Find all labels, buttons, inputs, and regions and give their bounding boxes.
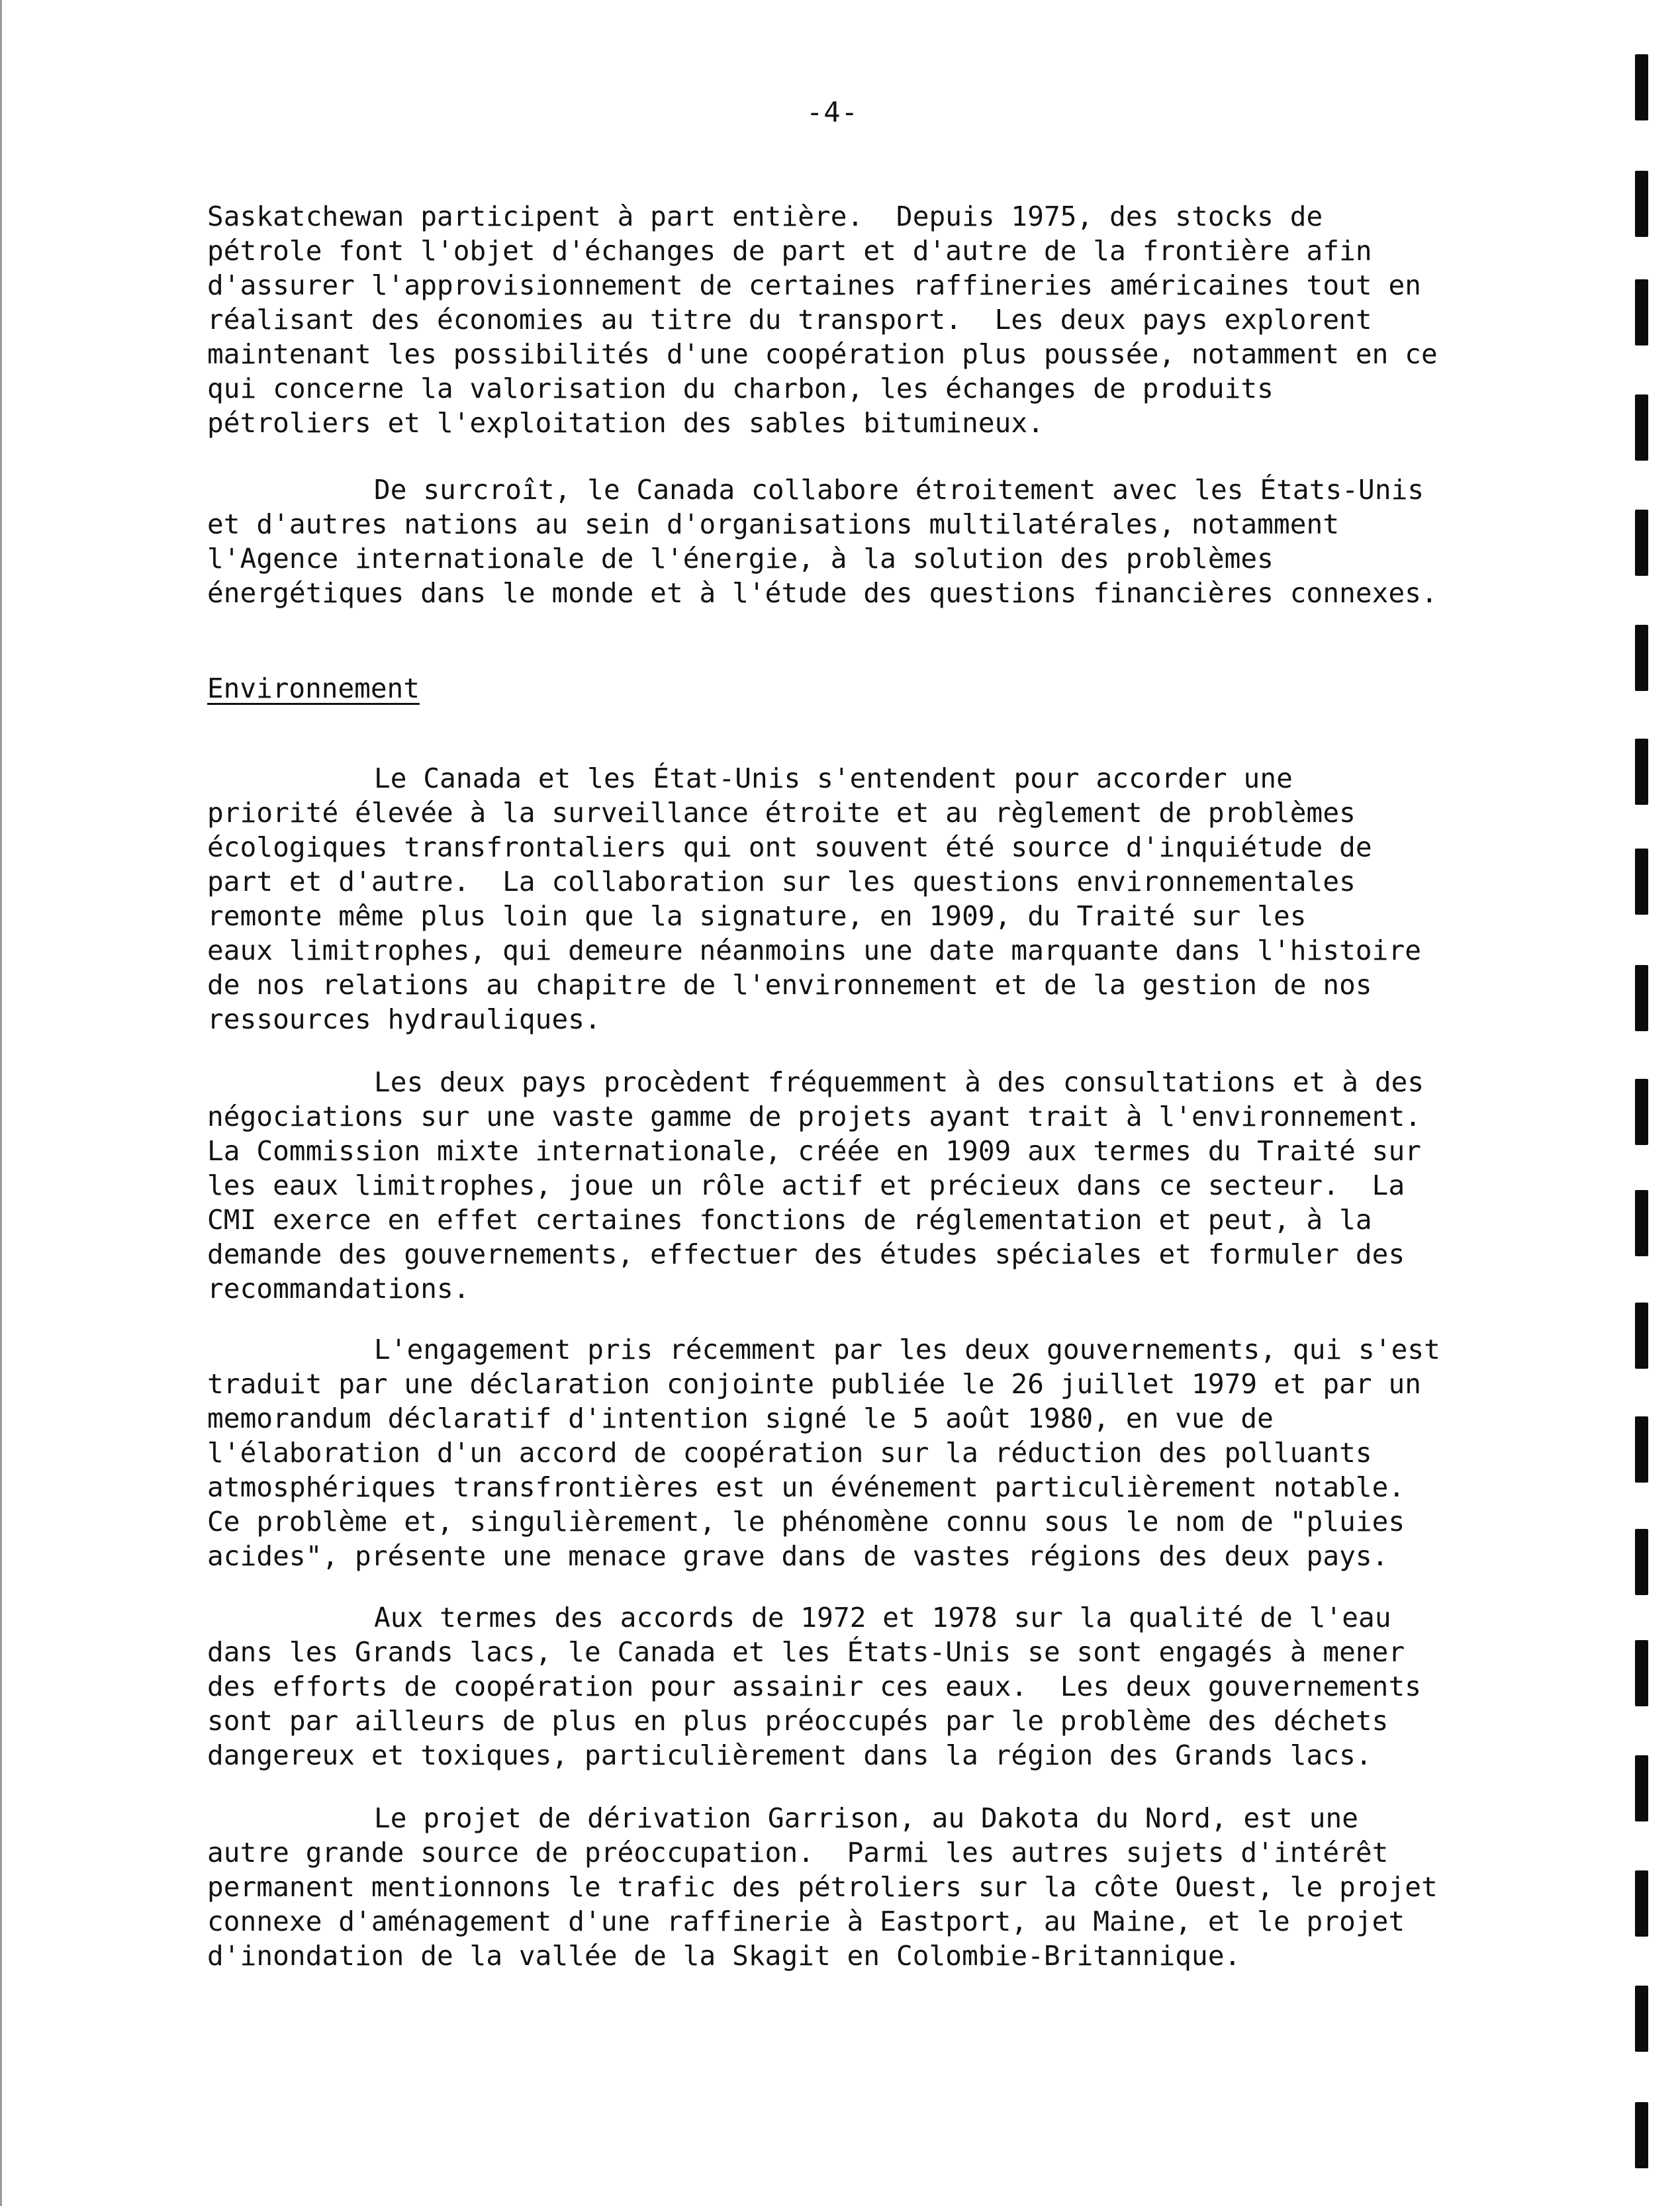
text-line: memorandum déclaratif d'intention signé le 5 août 1980, en vue de bbox=[207, 1402, 1274, 1434]
text-line: écologiques transfrontaliers qui ont souvent été source d'inquiétude de bbox=[207, 831, 1372, 863]
text-line: atmosphériques transfrontières est un événement particulièrement notable. bbox=[207, 1471, 1405, 1503]
revision-bar bbox=[1635, 510, 1648, 576]
text-line: pétroliers et l'exploitation des sables bitumineux. bbox=[207, 407, 1044, 439]
revision-bar bbox=[1635, 1079, 1648, 1145]
text-line: réalisant des économies au titre du transport. Les deux pays explorent bbox=[207, 304, 1372, 336]
text-line: l'élaboration d'un accord de coopération sur la réduction des polluants bbox=[207, 1437, 1372, 1469]
text-line: pétrole font l'objet d'échanges de part et d'autre de la frontière afin bbox=[207, 235, 1372, 267]
revision-bar bbox=[1635, 171, 1648, 237]
text-line: et d'autres nations au sein d'organisations multilatérales, notamment bbox=[207, 508, 1340, 540]
text-line: Saskatchewan participent à part entière. Depuis 1975, des stocks de bbox=[207, 201, 1323, 232]
revision-bar bbox=[1635, 1416, 1648, 1483]
text-line: Les deux pays procèdent fréquemment à des consultations et à des bbox=[374, 1066, 1424, 1098]
section-heading: Environnement bbox=[207, 672, 420, 704]
text-line: des efforts de coopération pour assainir ces eaux. Les deux gouvernements bbox=[207, 1671, 1422, 1702]
revision-bar bbox=[1635, 1529, 1648, 1595]
text-line: d'assurer l'approvisionnement de certaines raffineries américaines tout en bbox=[207, 269, 1422, 301]
text-line: ressources hydrauliques. bbox=[207, 1003, 601, 1035]
revision-bar bbox=[1635, 2102, 1648, 2168]
text-line: sont par ailleurs de plus en plus préoccupés par le problème des déchets bbox=[207, 1705, 1389, 1737]
text-line: part et d'autre. La collaboration sur les questions environnementales bbox=[207, 866, 1356, 897]
revision-bar bbox=[1635, 739, 1648, 805]
text-line: priorité élevée à la surveillance étroite et au règlement de problèmes bbox=[207, 797, 1356, 829]
text-line: La Commission mixte internationale, créée en 1909 aux termes du Traité sur bbox=[207, 1135, 1422, 1167]
revision-bar bbox=[1635, 965, 1648, 1031]
text-line: traduit par une déclaration conjointe publiée le 26 juillet 1979 et par un bbox=[207, 1368, 1422, 1400]
text-line: dans les Grands lacs, le Canada et les États-Unis se sont engagés à mener bbox=[207, 1636, 1405, 1668]
text-line: énergétiques dans le monde et à l'étude des questions financières connexes. bbox=[207, 577, 1438, 609]
text-line: acides", présente une menace grave dans de vastes régions des deux pays. bbox=[207, 1540, 1389, 1572]
text-line: négociations sur une vaste gamme de projets ayant trait à l'environnement. bbox=[207, 1101, 1422, 1132]
revision-bar bbox=[1635, 1986, 1648, 2052]
text-line: demande des gouvernements, effectuer des études spéciales et formuler des bbox=[207, 1238, 1405, 1270]
revision-bar bbox=[1635, 279, 1648, 345]
text-line: Aux termes des accords de 1972 et 1978 sur la qualité de l'eau bbox=[374, 1602, 1391, 1633]
text-line: Le Canada et les État-Unis s'entendent pour accorder une bbox=[374, 762, 1293, 794]
text-line: recommandations. bbox=[207, 1273, 470, 1305]
revision-bar bbox=[1635, 394, 1648, 461]
revision-bar bbox=[1635, 1640, 1648, 1706]
page-left-edge bbox=[0, 0, 2, 2206]
text-line: de nos relations au chapitre de l'environnement et de la gestion de nos bbox=[207, 969, 1372, 1001]
text-line: Ce problème et, singulièrement, le phénomène connu sous le nom de "pluies bbox=[207, 1506, 1405, 1538]
revision-bar bbox=[1635, 1870, 1648, 1937]
text-line: autre grande source de préoccupation. Parmi les autres sujets d'intérêt bbox=[207, 1837, 1389, 1868]
revision-bar bbox=[1635, 849, 1648, 915]
text-line: les eaux limitrophes, joue un rôle actif et précieux dans ce secteur. La bbox=[207, 1170, 1405, 1201]
revision-bar bbox=[1635, 1190, 1648, 1256]
text-line: d'inondation de la vallée de la Skagit en Colombie-Britannique. bbox=[207, 1940, 1241, 1972]
text-line: permanent mentionnons le trafic des pétroliers sur la côte Ouest, le projet bbox=[207, 1871, 1438, 1903]
revision-bar bbox=[1635, 625, 1648, 691]
revision-bar bbox=[1635, 54, 1648, 120]
text-line: Le projet de dérivation Garrison, au Dakota du Nord, est une bbox=[374, 1802, 1359, 1834]
text-line: eaux limitrophes, qui demeure néanmoins une date marquante dans l'histoire bbox=[207, 935, 1422, 966]
text-line: connexe d'aménagement d'une raffinerie à Eastport, au Maine, et le projet bbox=[207, 1906, 1405, 1937]
text-line: CMI exerce en effet certaines fonctions de réglementation et peut, à la bbox=[207, 1204, 1372, 1236]
text-line: dangereux et toxiques, particulièrement dans la région des Grands lacs. bbox=[207, 1739, 1372, 1771]
page-number: -4- bbox=[806, 96, 859, 128]
text-line: remonte même plus loin que la signature, en 1909, du Traité sur les bbox=[207, 900, 1307, 932]
text-line: qui concerne la valorisation du charbon, les échanges de produits bbox=[207, 373, 1274, 404]
text-line: l'Agence internationale de l'énergie, à la solution des problèmes bbox=[207, 543, 1274, 574]
revision-bar bbox=[1635, 1303, 1648, 1369]
text-line: maintenant les possibilités d'une coopération plus poussée, notamment en ce bbox=[207, 338, 1438, 370]
text-line: L'engagement pris récemment par les deux gouvernements, qui s'est bbox=[374, 1334, 1440, 1365]
text-line: De surcroît, le Canada collabore étroitement avec les États-Unis bbox=[374, 474, 1424, 506]
revision-bar bbox=[1635, 1755, 1648, 1821]
